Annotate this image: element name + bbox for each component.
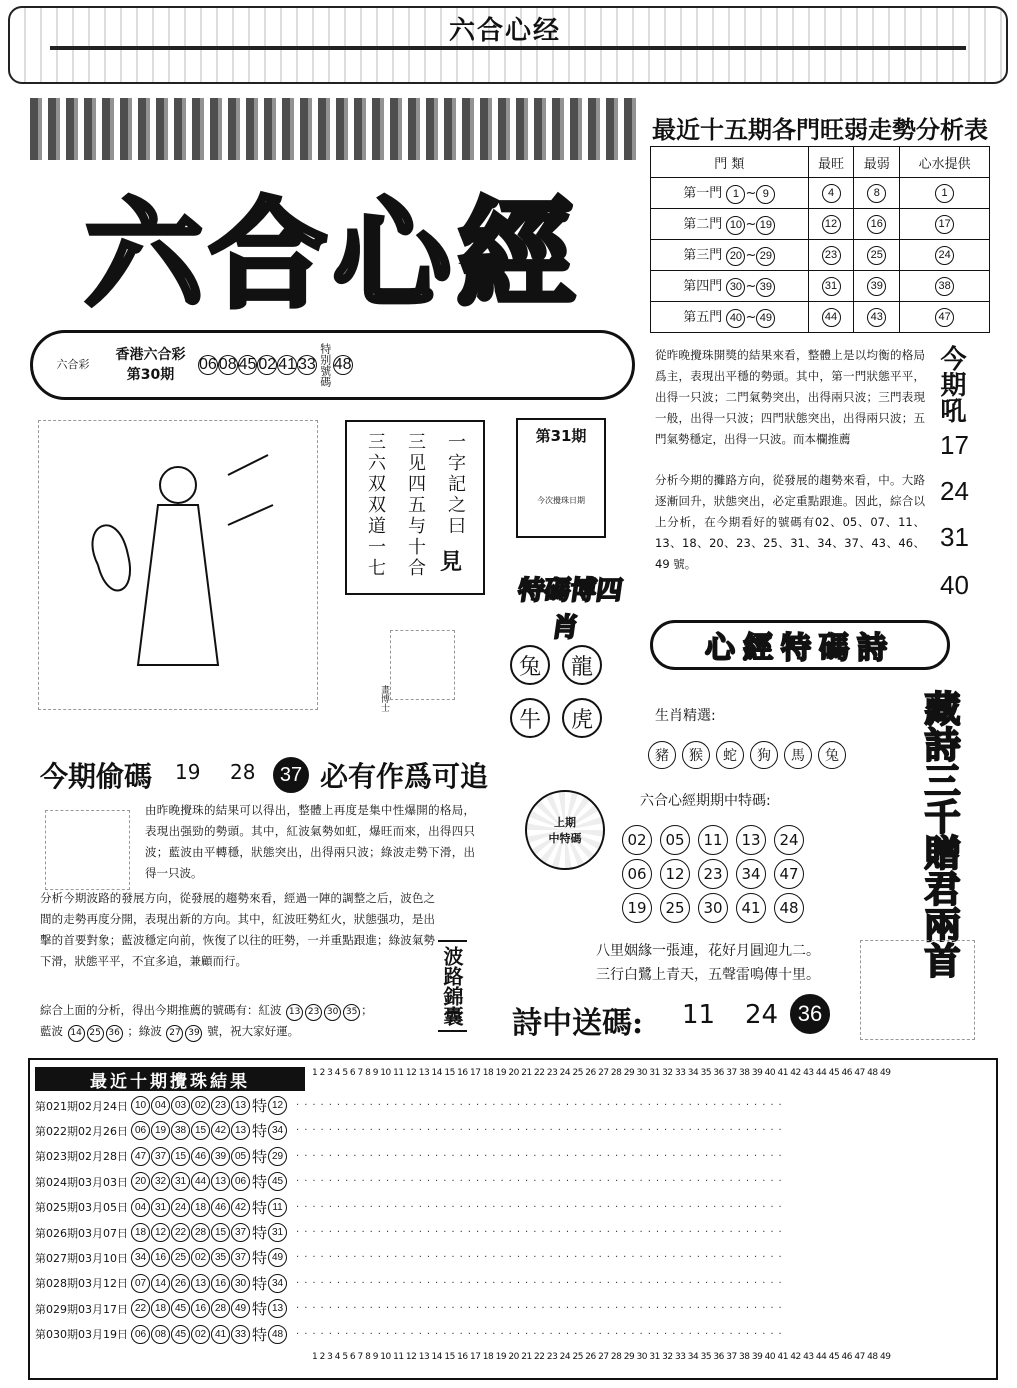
draw-ball: 18 (151, 1299, 170, 1318)
hit-number: 47 (774, 859, 804, 889)
jinqi-number: 40 (940, 570, 969, 600)
min-ball: 8 (867, 184, 886, 203)
draw-ball: 33 (231, 1325, 250, 1344)
draw-label: 第024期03月03日 (35, 1175, 128, 1189)
draw-ball: 04 (131, 1198, 150, 1217)
hit-number: 41 (736, 893, 766, 923)
wave-recommend-text: 綜合上面的分析，得出今期推薦的號碼有：紅波 13 23 30 35 ； 藍波 14 25 36 ；綠波 27 39 號，祝大家好運。 (40, 1000, 450, 1042)
draw-ball: 49 (231, 1299, 250, 1318)
draw-row: 第023期02月28日 47 37 15 46 39 05 特 29 ···························································· (35, 1147, 787, 1166)
draw-ball: 37 (231, 1223, 250, 1242)
send-label: 詩中送碼: (512, 1006, 644, 1041)
trend-analysis-text: 分析今期的攤路方向，從發展的趨勢來看，中。大路逐漸回升，狀態突出，必定重點跟進。因此，綜合以上分析，在今期看好的號碼有02、05、07、11、13、18、20、23、25、31、34、37、43、46、49 號。 (655, 473, 925, 571)
draw-row: 第027期03月10日 34 16 25 02 35 37 特 49 ···························································· (35, 1249, 787, 1268)
poem-line: 三行白鷺上青天，五聲雷鳴傳十里。 (596, 967, 820, 983)
col-header: 最弱 (854, 147, 900, 178)
draw-label: 第030期03月19日 (35, 1328, 128, 1342)
draw-ball: 13 (191, 1274, 210, 1293)
draw-ball: 16 (211, 1274, 230, 1293)
draw-ball: 02 (191, 1325, 210, 1344)
draw-ball: 13 (231, 1121, 250, 1140)
gate-row: 第四門 30 ~ 39 31 39 38 (651, 271, 990, 302)
zodiac-pick: 兔 (510, 645, 550, 685)
lottery-brand: 香港六合彩 (115, 347, 186, 363)
draw-ball: 31 (171, 1172, 190, 1191)
banner-title: 六合心经 (448, 16, 561, 46)
toum-slogan: 必有作爲可追 (320, 760, 489, 793)
draw-label: 第027期03月10日 (35, 1251, 128, 1265)
draw-row: 第026期03月07日 18 12 22 28 15 37 特 31 ···························································· (35, 1224, 787, 1242)
special-ball: 48 (333, 356, 352, 373)
result-ball: 02 (258, 356, 277, 373)
draw-ball: 22 (171, 1223, 190, 1242)
draw-ball: 37 (231, 1248, 250, 1267)
hit-number: 34 (736, 859, 766, 889)
doctor-label: 畫博士 (379, 685, 389, 712)
result-ball: 08 (218, 356, 237, 373)
draw-ball: 08 (151, 1325, 170, 1344)
gate-row: 第二門 10 ~ 19 12 16 17 (651, 209, 990, 240)
draw-ball: 03 (171, 1096, 190, 1115)
draw-label: 第022期02月26日 (35, 1124, 128, 1138)
pick-ball: 17 (935, 215, 954, 234)
max-ball: 44 (822, 308, 841, 327)
draw-row: 第028期03月12日 07 14 26 13 16 30 特 34 ···························································· (35, 1274, 787, 1293)
max-ball: 4 (822, 184, 841, 203)
draw-ball: 32 (151, 1172, 170, 1191)
draw-special-ball: 45 (268, 1172, 287, 1191)
doctor-illustration (390, 630, 455, 700)
zodiac-select: 馬 (784, 741, 812, 769)
draw-ball: 41 (211, 1325, 230, 1344)
hit-number: 25 (660, 893, 690, 923)
jinqi-number: 31 (940, 522, 969, 552)
draw-ball: 42 (211, 1121, 230, 1140)
draw-ball: 20 (131, 1172, 150, 1191)
draw-row: 第029期03月17日 22 18 45 16 28 49 特 13 ···························································· (35, 1300, 787, 1319)
draw-ball: 06 (231, 1172, 250, 1191)
draw-row: 第022期02月26日 06 19 38 15 42 13 特 34 ···························································· (35, 1122, 787, 1141)
pick-ball: 47 (935, 308, 954, 327)
running-man-illustration (45, 810, 130, 890)
pick-ball: 38 (935, 277, 954, 296)
riddle-box (345, 420, 485, 595)
draw-ball: 15 (191, 1121, 210, 1140)
draw-ball: 28 (191, 1223, 210, 1242)
draw-ball: 15 (171, 1147, 190, 1166)
min-ball: 39 (867, 277, 886, 296)
special-mark: 特 (252, 1300, 268, 1319)
draw-special-ball: 12 (268, 1096, 287, 1115)
special-mark: 特 (252, 1173, 268, 1192)
draw-ball: 39 (211, 1147, 230, 1166)
draw-ball: 42 (231, 1198, 250, 1217)
result-ball: 41 (278, 356, 296, 373)
send-number: 11 (682, 1000, 716, 1030)
min-ball: 43 (867, 308, 886, 327)
hits-label: 六合心經期期中特碼: (640, 793, 771, 809)
hit-number: 02 (622, 825, 652, 855)
result-ball: 06 (199, 356, 217, 373)
draw-special-ball: 49 (268, 1248, 287, 1267)
scholar-illustration (860, 940, 975, 1040)
draw-label: 第026期03月07日 (35, 1226, 128, 1240)
jinqi-label: 今期吼 (936, 345, 966, 423)
max-ball: 23 (822, 246, 841, 265)
toum-number: 19 (175, 760, 201, 784)
number-footer-row: 1 2 3 4 5 6 7 8 9 10 11 12 13 14 15 16 17 18 19 20 21 22 23 24 25 26 27 28 29 30 31 32 33 34 35 36 37 38 39 40 41 42 43 44 45 46 47 48 49 (312, 1352, 891, 1362)
pick-ball: 1 (935, 184, 954, 203)
draw-ball: 02 (191, 1096, 210, 1115)
wave-side-label: 波路錦囊 (438, 940, 467, 1032)
draw-row: 第025期03月05日 04 31 24 18 46 42 特 11 ···························································· (35, 1198, 787, 1217)
jinqi-number: 24 (940, 476, 969, 506)
zodiac-select: 兔 (818, 741, 846, 769)
te-ma-title: 特碼博四肖 (516, 576, 625, 643)
lady-figure-icon (78, 445, 278, 685)
draw-ball: 24 (171, 1198, 190, 1217)
min-ball: 16 (867, 215, 886, 234)
gate-analysis-text: 從昨晚攪珠開獎的結果來看，整體上是以均衡的格局爲主，表現出平穩的勢頭。其中，第一門狀態平平，出得一只波；二門氣勢突出，出得兩只波；三門表現一般，出得一只波；四門狀態突出，出得兩只波；五門氣勢穩定，出得一只波。而本欄推薦 (655, 348, 925, 446)
draw-ball: 06 (131, 1325, 150, 1344)
zodiac-select: 猴 (682, 741, 710, 769)
special-mark: 特 (252, 1147, 268, 1166)
gate-row: 第五門 40 ~ 49 44 43 47 (651, 302, 990, 333)
special-mark: 特 (252, 1224, 268, 1242)
special-mark: 特 (252, 1198, 268, 1217)
special-mark: 特 (252, 1325, 268, 1344)
latest-result-bar (30, 330, 635, 400)
zodiac-pick: 牛 (510, 698, 550, 738)
cang-shi-title: 藏詩三千贈君兩首 (919, 690, 961, 978)
draw-date-label: 今次攪珠日期 (537, 496, 585, 505)
wave-trend-text: 分析今期波路的發展方向，從發展的趨勢來看，經過一陣的調整之后，波色之間的走勢再度分開，表現出新的方向。其中，紅波旺勢紅火，狀態强功，是出擊的首要對象；藍波穩定向前，恢復了以往的旺勢，一并重點跟進；綠波氣勢下滑，狀態平平，不宜多追，兼顧而行。 (40, 891, 435, 968)
draw-special-ball: 11 (268, 1198, 287, 1217)
draw-ball: 18 (191, 1198, 210, 1217)
col-header: 最旺 (808, 147, 854, 178)
last-hit-badge: 上期 中特碼 (525, 790, 605, 870)
draw-ball: 46 (211, 1198, 230, 1217)
riddle-line: 一字記之曰 (445, 432, 466, 537)
col-header: 心水提供 (900, 147, 990, 178)
recent-draws-title: 最近十期攪珠結果 (35, 1067, 305, 1091)
draw-ball: 31 (151, 1198, 170, 1217)
hit-number: 11 (698, 825, 728, 855)
draw-ball: 18 (131, 1223, 150, 1242)
hit-number: 30 (698, 893, 728, 923)
draw-label: 第025期03月05日 (35, 1201, 128, 1215)
hit-number: 19 (622, 893, 652, 923)
poem-line: 八里姻緣一張連，花好月圓迎九二。 (596, 943, 820, 959)
header-image-strip (30, 98, 636, 160)
hit-number: 24 (774, 825, 804, 855)
zodiac-select-label: 生肖精選: (655, 708, 716, 724)
draw-ball: 35 (211, 1248, 230, 1267)
draw-ball: 10 (131, 1096, 150, 1115)
special-mark: 特 (252, 1249, 268, 1268)
wave-result-text: 由昨晚攪珠的結果可以得出，整體上再度是集中性爆開的格局，表現出强勁的勢頭。其中，紅波氣勢如虹，爆旺而來，出得四只波；藍波由平轉穩，狀態突出，出得兩只波；綠波走勢下滑，出得一只波。 (145, 803, 475, 880)
draw-ball: 22 (131, 1299, 150, 1318)
special-mark: 特 (252, 1122, 268, 1141)
gate-table-title: 最近十五期各門旺弱走勢分析表 (652, 115, 988, 144)
draw-label: 第029期03月17日 (35, 1302, 128, 1316)
draw-row: 第024期03月03日 20 32 31 44 13 06 特 45 ···························································· (35, 1173, 787, 1192)
next-issue: 第31期 (535, 427, 587, 445)
max-ball: 31 (822, 277, 841, 296)
draw-ball: 38 (171, 1121, 190, 1140)
hit-number: 06 (622, 859, 652, 889)
zodiac-select: 豬 (648, 741, 676, 769)
draw-ball: 16 (151, 1248, 170, 1267)
draw-row: 第021期02月24日 10 04 03 02 23 13 特 12 ···························································· (35, 1097, 787, 1115)
draw-ball: 02 (191, 1248, 210, 1267)
hit-number: 48 (774, 893, 804, 923)
zodiac-pick: 虎 (562, 698, 602, 738)
draw-label: 第021期02月24日 (35, 1099, 128, 1113)
send-number-highlight: 36 (790, 994, 830, 1034)
special-mark: 特 (252, 1274, 268, 1293)
zodiac-select: 蛇 (716, 741, 744, 769)
number-header-row: 1 2 3 4 5 6 7 8 9 10 11 12 13 14 15 16 17 18 19 20 21 22 23 24 25 26 27 28 29 30 31 32 33 34 35 36 37 38 39 40 41 42 43 44 45 46 47 48 49 (312, 1068, 891, 1078)
hit-number: 13 (736, 825, 766, 855)
draw-ball: 46 (191, 1147, 210, 1166)
toum-number: 28 (230, 760, 256, 784)
toum-label: 今期偷碼 (40, 760, 153, 793)
draw-ball: 15 (211, 1223, 230, 1242)
col-header: 門 類 (651, 147, 809, 178)
draw-ball: 07 (131, 1274, 150, 1293)
jinqi-number: 17 (940, 430, 969, 460)
draw-label: 第028期03月12日 (35, 1277, 128, 1291)
max-ball: 12 (822, 215, 841, 234)
draw-ball: 47 (131, 1147, 150, 1166)
draw-special-ball: 29 (268, 1147, 287, 1166)
draw-special-ball: 34 (268, 1121, 287, 1140)
draw-ball: 45 (171, 1325, 190, 1344)
gate-analysis-table (650, 146, 990, 333)
toum-number-highlight: 37 (273, 757, 309, 793)
draw-ball: 37 (151, 1147, 170, 1166)
riddle-answer: 見 (440, 550, 463, 575)
zodiac-select: 狗 (750, 741, 778, 769)
draw-special-ball: 31 (268, 1223, 287, 1242)
draw-ball: 26 (171, 1274, 190, 1293)
result-ball: 33 (297, 356, 316, 373)
special-label: 特别號碼 (318, 343, 332, 387)
draw-ball: 12 (151, 1223, 170, 1242)
pick-ball: 24 (935, 246, 954, 265)
hit-number: 12 (660, 859, 690, 889)
draw-ball: 28 (211, 1299, 230, 1318)
min-ball: 25 (867, 246, 886, 265)
hit-number: 23 (698, 859, 728, 889)
special-mark: 特 (252, 1097, 268, 1115)
draw-ball: 13 (211, 1172, 230, 1191)
result-ball: 45 (238, 356, 257, 373)
poem-banner: 心經特碼詩 (650, 620, 950, 670)
draw-ball: 30 (231, 1274, 250, 1293)
page-title: 六合心經 (84, 185, 581, 324)
riddle-line: 三六双双道一七 (365, 432, 386, 579)
draw-special-ball: 34 (268, 1274, 287, 1293)
draw-ball: 45 (171, 1299, 190, 1318)
gate-row: 第一門 1 ~ 9 4 8 1 (651, 178, 990, 209)
draw-row: 第030期03月19日 06 08 45 02 41 33 特 48 ···························································· (35, 1325, 787, 1344)
draw-ball: 25 (171, 1248, 190, 1267)
draw-ball: 14 (151, 1274, 170, 1293)
riddle-line: 三见四五与十合 (405, 432, 426, 579)
zodiac-pick: 龍 (562, 645, 602, 685)
draw-ball: 19 (151, 1121, 170, 1140)
draw-ball: 34 (131, 1248, 150, 1267)
draw-ball: 23 (211, 1096, 230, 1115)
draw-ball: 13 (231, 1096, 250, 1115)
issue-number: 第30期 (126, 367, 175, 383)
draw-special-ball: 48 (268, 1325, 287, 1344)
draw-ball: 06 (131, 1121, 150, 1140)
draw-label: 第023期02月28日 (35, 1150, 128, 1164)
draw-ball: 16 (191, 1299, 210, 1318)
draw-ball: 44 (191, 1172, 210, 1191)
draw-ball: 04 (151, 1096, 170, 1115)
draw-ball: 05 (231, 1147, 250, 1166)
gate-row: 第三門 20 ~ 29 23 25 24 (651, 240, 990, 271)
draw-special-ball: 13 (268, 1299, 287, 1318)
lady-illustration (38, 420, 318, 710)
hit-number: 05 (660, 825, 690, 855)
send-number: 24 (745, 1000, 779, 1030)
lottery-logo: 六合彩 (56, 358, 90, 371)
